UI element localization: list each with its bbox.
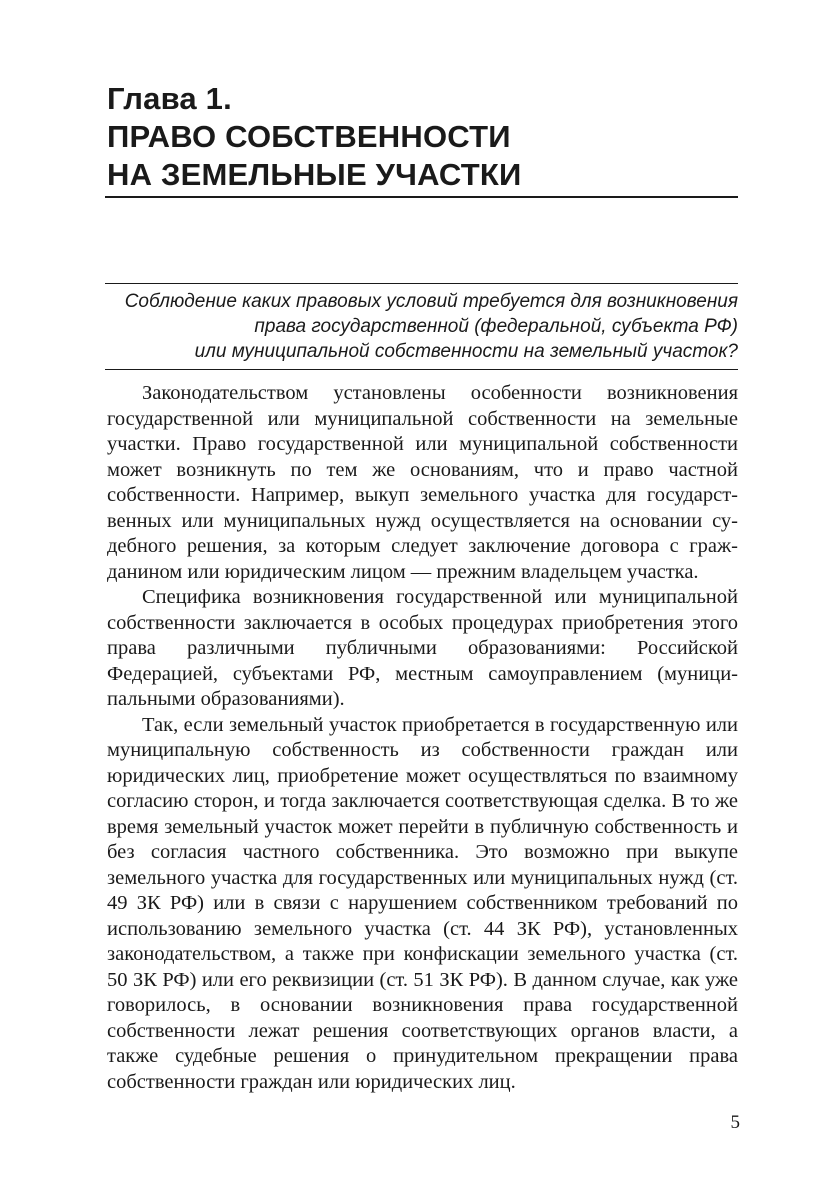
paragraph-1: Законодательством установлены особенности возникновения государственной или муниципальной собственности на земельные участки. Право государственной или муниципальной собственности может возникнуть по тем же основаниям, что и право частной собственности. Например, выкуп земельного участка для государственных или муниципальных нужд осуществляется на основании судебного решения, за которым следует заключение договора с гражданином или юридическим лицом — прежним владельцем участка. [107, 382, 738, 583]
question-bottom-rule [105, 369, 738, 370]
chapter-number: Глава 1. [107, 81, 232, 116]
page-number: 5 [730, 1112, 740, 1133]
chapter-heading-rule [105, 196, 738, 198]
chapter-title-line-2: НА ЗЕМЕЛЬНЫЕ УЧАСТКИ [107, 157, 522, 192]
chapter-heading [107, 80, 739, 194]
question-line-1: Соблюдение каких правовых условий требуется для возникновения [124, 291, 738, 312]
body-text [107, 381, 738, 1095]
chapter-title-line-1: ПРАВО СОБСТВЕННОСТИ [107, 119, 511, 154]
question-line-2: права государственной (федеральной, субъекта РФ) [254, 316, 738, 337]
paragraph-2: Специфика возникновения государственной или муниципальной собственности заключается в особых процедурах приобретения этого права различными публичными образованиями: Российской Федерацией, субъектами РФ, местным самоуправлением (муниципальными образованиями). [107, 586, 738, 710]
paragraph-3: Так, если земельный участок приобретается в государственную или муниципальную собственность из собственности граждан или юридических лиц, приобретение может осуществляться по взаимному согласию сторон, и тогда заключается соответствующая сделка. В то же время земельный участок может перейти в публичную собственность и без согласия частного собственника. Это возможно при выкупе земельного участка для государственных или муниципальных нужд (ст. 49 ЗК РФ) или в связи с нарушением собственником требований по использованию земельного участка (ст. 44 ЗК РФ), установленных законодательством, а также при конфискации земельного участка (ст. 50 ЗК РФ) или его реквизиции (ст. 51 ЗК РФ). В данном случае, как уже говорилось, в основании возникновения права государственной собственности лежат решения соответствующих органов власти, а также судебные решения о принудительном прекращении права собственности граждан или юридических лиц. [107, 713, 738, 1093]
question-top-rule [105, 283, 738, 284]
section-question [105, 289, 738, 364]
question-line-3: или муниципальной собственности на земельный участок? [194, 341, 738, 362]
